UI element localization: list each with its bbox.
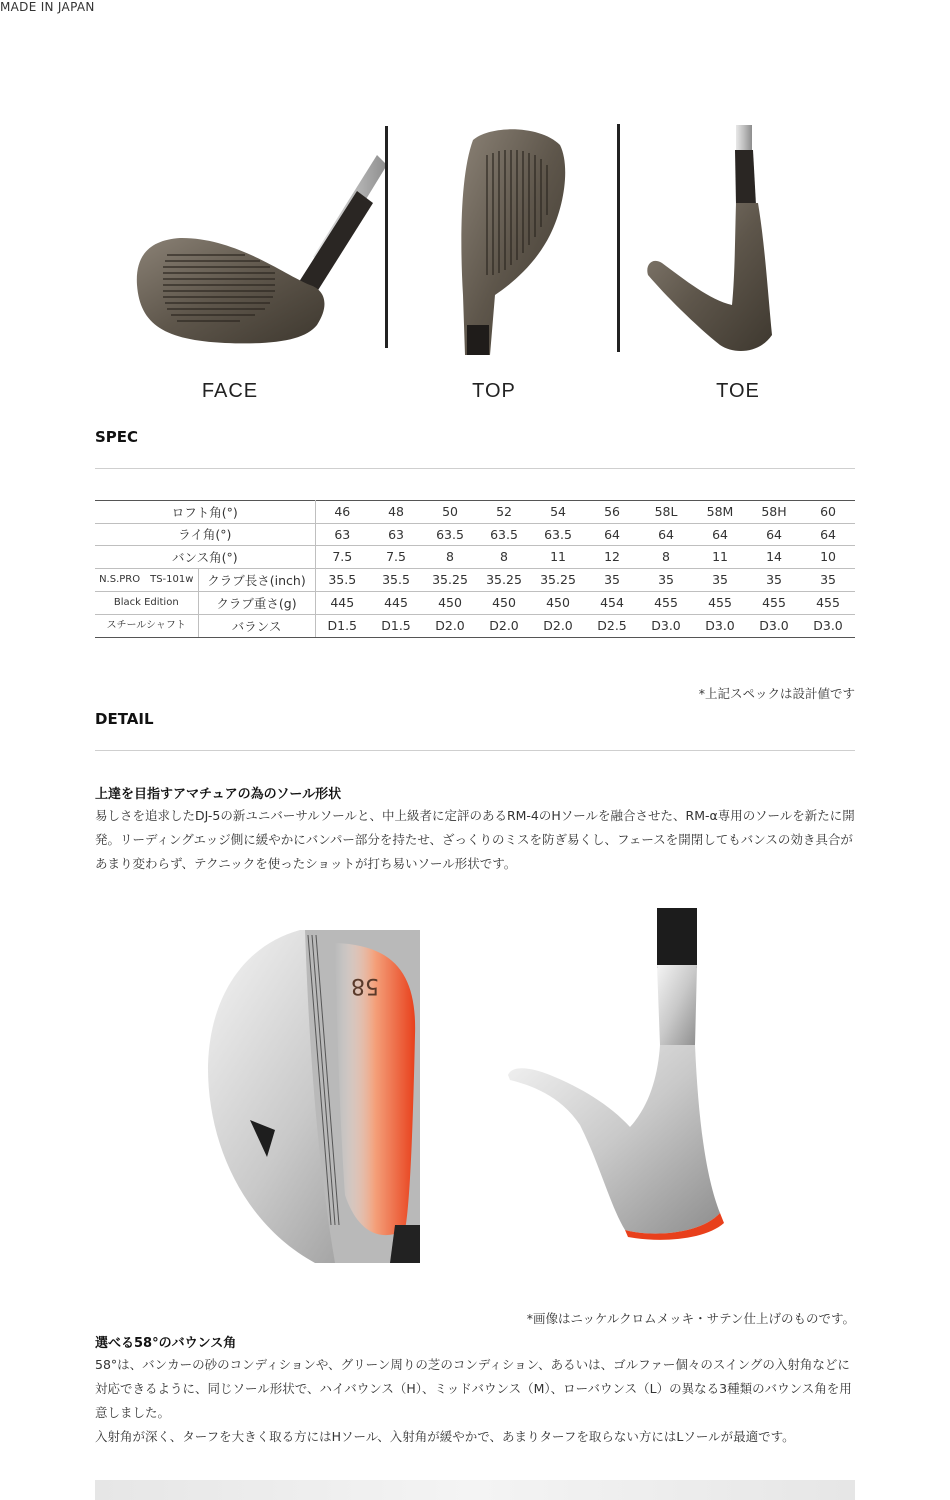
toe-view-label: TOE [716, 380, 760, 402]
spec-cell: D1.5 [369, 614, 423, 637]
spec-table [95, 500, 855, 638]
sole-stamp-number: 58 [351, 973, 379, 998]
spec-title: SPEC [95, 428, 139, 446]
view-divider [617, 124, 620, 352]
wedge-heel-view-image [500, 905, 730, 1245]
detail-title: DETAIL [95, 710, 154, 728]
wedge-sole-closeup-image [205, 925, 420, 1265]
spec-cell: 14 [747, 546, 801, 569]
spec-cell: 48 [369, 501, 423, 524]
spec-cell: D2.0 [477, 614, 531, 637]
spec-cell: 10 [801, 546, 855, 569]
spec-cell: 12 [585, 546, 639, 569]
spec-cell: 11 [693, 546, 747, 569]
spec-cell: 445 [369, 591, 423, 614]
shaft-name-cell: スチールシャフト [95, 614, 198, 637]
spec-cell: 455 [693, 591, 747, 614]
spec-cell: 64 [801, 523, 855, 546]
spec-cell: 455 [639, 591, 693, 614]
spec-cell: 7.5 [369, 546, 423, 569]
spec-cell: 35.5 [315, 568, 369, 591]
spec-cell: 58M [693, 501, 747, 524]
spec-cell: 455 [801, 591, 855, 614]
spec-row-label: バンス角(°) [95, 546, 315, 569]
spec-cell: 8 [639, 546, 693, 569]
spec-cell: 58L [639, 501, 693, 524]
spec-cell: D2.0 [531, 614, 585, 637]
spec-cell: 445 [315, 591, 369, 614]
spec-row [95, 501, 855, 524]
face-view-label: FACE [201, 380, 259, 402]
wedge-toe-image [640, 125, 780, 360]
spec-cell: 450 [423, 591, 477, 614]
spec-row-label: クラブ長さ(inch) [198, 568, 315, 591]
spec-row-label: ロフト角(°) [95, 501, 315, 524]
spec-cell: D2.5 [585, 614, 639, 637]
spec-row-label: クラブ重さ(g) [198, 591, 315, 614]
spec-cell: D3.0 [639, 614, 693, 637]
detail-divider [95, 750, 855, 751]
spec-cell: D3.0 [801, 614, 855, 637]
wedge-face-image [125, 125, 395, 360]
spec-cell: 35 [639, 568, 693, 591]
spec-cell: 60 [801, 501, 855, 524]
spec-cell: 64 [747, 523, 801, 546]
spec-cell: 11 [531, 546, 585, 569]
spec-row [95, 568, 855, 591]
sole-heading: 上達を目指すアマチュアの為のソール形状 [95, 787, 342, 802]
spec-cell: 8 [423, 546, 477, 569]
spec-cell: 7.5 [315, 546, 369, 569]
spec-cell: 35.25 [477, 568, 531, 591]
spec-cell: 35.25 [423, 568, 477, 591]
spec-cell: D3.0 [747, 614, 801, 637]
spec-cell: 46 [315, 501, 369, 524]
sole-description: 易しさを追求したDJ-5の新ユニバーサルソールと、中上級者に定評のあるRM-4のHソールを融合させた、RM-α専用のソールを新たに開発。リーディングエッジ側に緩やかにバンパー部分を持たせ、ざっくりのミスを防ぎ易くし、フェースを開閉してもバンスの効き具合があまり変わらず、テクニックを使ったショットが打ち易いソール形状です。 [95, 808, 855, 871]
spec-cell: 50 [423, 501, 477, 524]
view-divider [385, 126, 388, 348]
wedge-top-image [455, 125, 575, 360]
spec-cell: 56 [585, 501, 639, 524]
spec-cell: 54 [531, 501, 585, 524]
spec-cell: 35 [747, 568, 801, 591]
spec-divider [95, 468, 855, 469]
spec-cell: 52 [477, 501, 531, 524]
shaft-name-cell: N.S.PRO TS-101w [95, 568, 198, 591]
bounce-recommendation: 入射角が深く、ターフを大きく取る方にはHソール、入射角が緩やかで、あまりターフを取らない方にはLソールが最適です。 [95, 1429, 795, 1444]
spec-cell: 455 [747, 591, 801, 614]
top-view-label: TOP [472, 380, 516, 402]
spec-row [95, 523, 855, 546]
spec-cell: 35.25 [531, 568, 585, 591]
spec-cell: 63 [369, 523, 423, 546]
spec-cell: D1.5 [315, 614, 369, 637]
spec-row [95, 591, 855, 614]
spec-cell: 64 [693, 523, 747, 546]
spec-row-label: ライ角(°) [95, 523, 315, 546]
spec-cell: 64 [585, 523, 639, 546]
spec-cell: D3.0 [693, 614, 747, 637]
spec-cell: 8 [477, 546, 531, 569]
spec-cell: D2.0 [423, 614, 477, 637]
spec-cell: 35 [585, 568, 639, 591]
spec-cell: 63.5 [477, 523, 531, 546]
shaft-name-cell: Black Edition [95, 591, 198, 614]
spec-cell: 35 [693, 568, 747, 591]
bottom-banner [95, 1480, 855, 1500]
spec-cell: 454 [585, 591, 639, 614]
spec-cell: 58H [747, 501, 801, 524]
spec-cell: 64 [639, 523, 693, 546]
bounce-heading: 選べる58°のバウンス角 [95, 1336, 237, 1351]
spec-cell: 63 [315, 523, 369, 546]
spec-cell: 35.5 [369, 568, 423, 591]
spec-cell: 450 [531, 591, 585, 614]
spec-row-label: バランス [198, 614, 315, 637]
made-in-label: MADE IN JAPAN [0, 0, 95, 14]
spec-row [95, 546, 855, 569]
spec-cell: 63.5 [531, 523, 585, 546]
spec-row [95, 614, 855, 637]
spec-cell: 35 [801, 568, 855, 591]
spec-cell: 450 [477, 591, 531, 614]
image-note: *画像はニッケルクロムメッキ・サテン仕上げのものです。 [526, 1311, 855, 1326]
bounce-description: 58°は、バンカーの砂のコンディションや、グリーン周りの芝のコンディション、あるいは、ゴルファー個々のスイングの入射角などに対応できるように、同じソール形状で、ハイバウンス（H）、ミッドバウンス（M）、ローバウンス（L）の異なる3種類のバウンス角を用意しました。 [95, 1357, 852, 1420]
spec-cell: 63.5 [423, 523, 477, 546]
spec-note: *上記スペックは設計値です [698, 686, 855, 701]
